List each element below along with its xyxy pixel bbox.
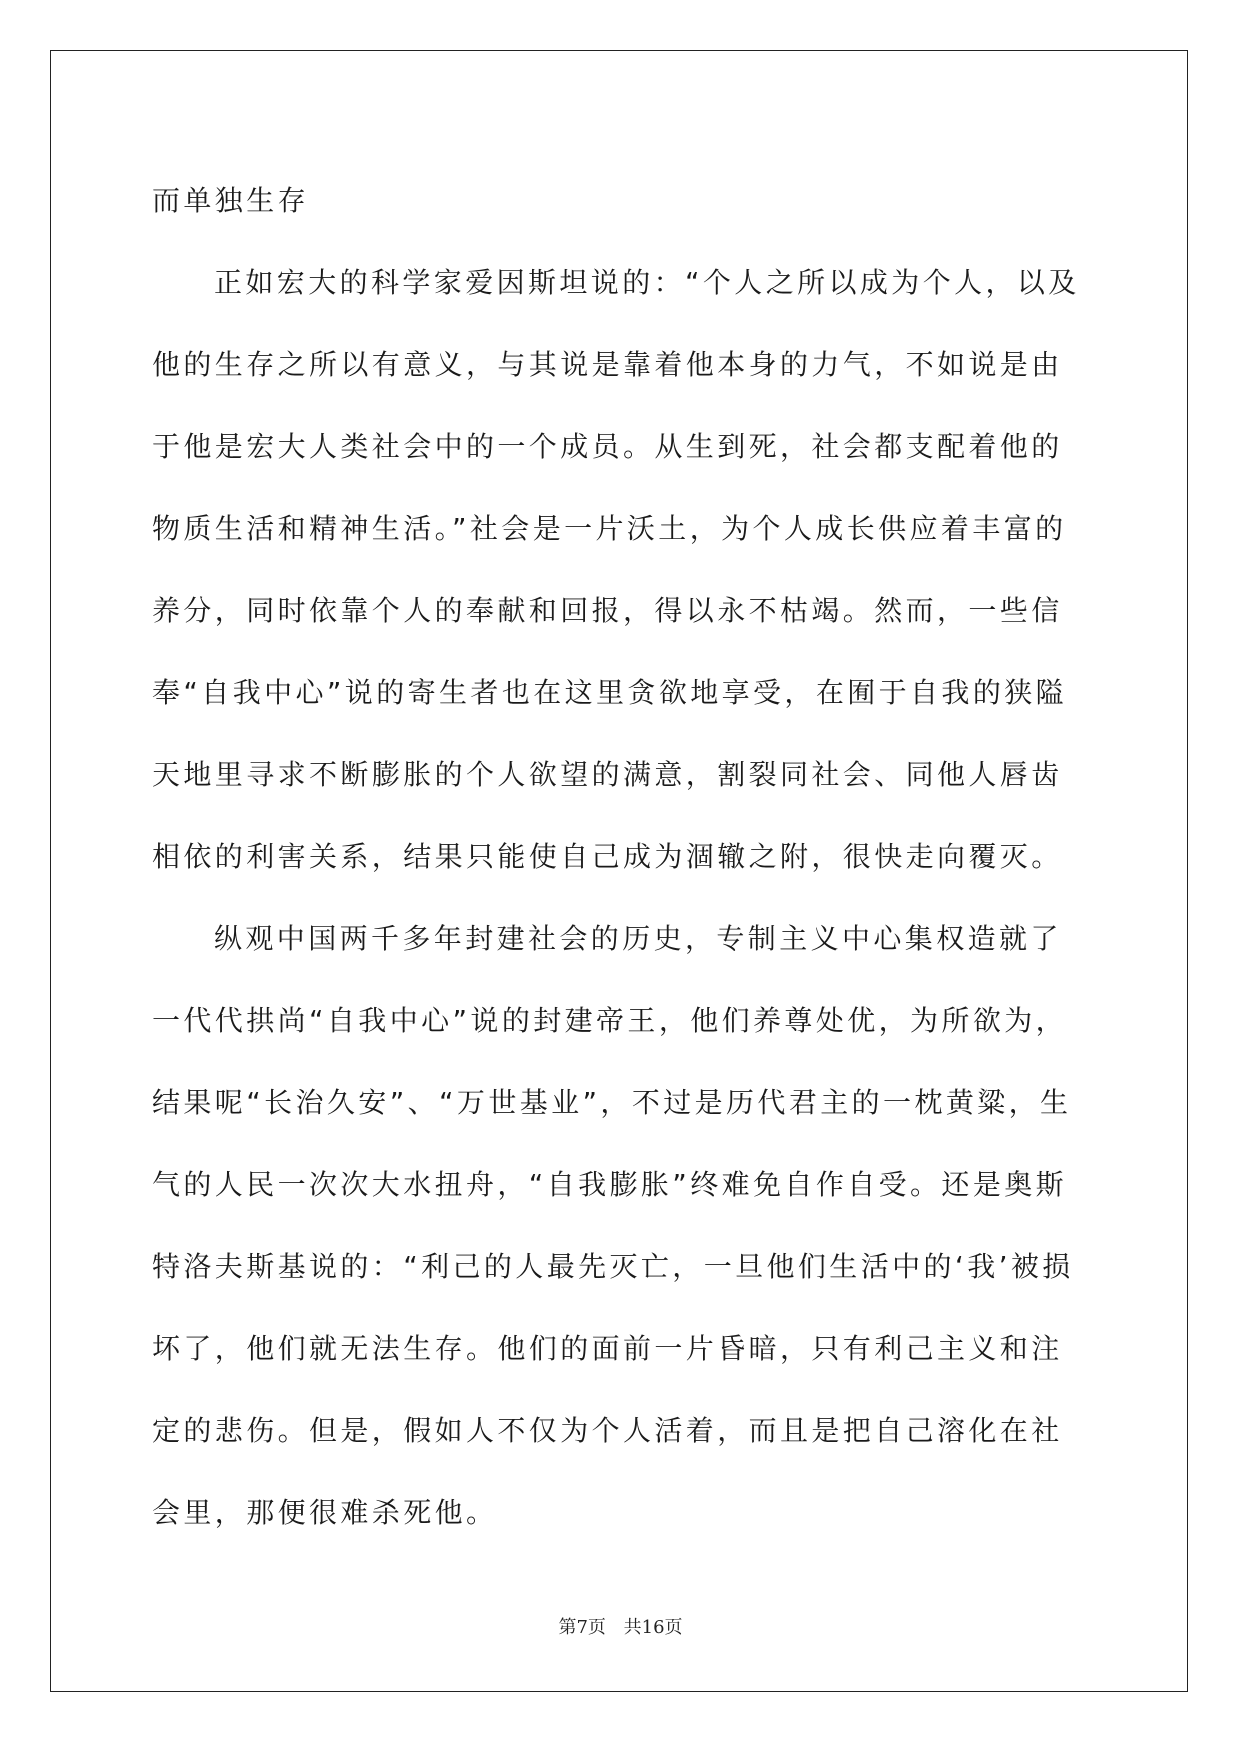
paragraph: 纵观中国两千多年封建社会的历史，专制主义中心集权造就了一代代拱尚“自我中心”说的封建帝王，他们养尊处优，为所欲为，结果呢“长治久安”、“万世基业”，不过是历代君主的一枕黄粱，生气的人民一次次大水扭舟，“自我膨胀”终难免自作自受。还是奥斯特洛夫斯基说的：“利己的人最先灭亡，一旦他们生活中的‘我’被损坏了，他们就无法生存。他们的面前一片昏暗，只有利己主义和注定的悲伤。但是，假如人不仅为个人活着，而且是把自己溶化在社会里，那便很难杀死他。: [152, 922, 1074, 1529]
document-body: [152, 160, 1092, 1554]
page-total: 共16页: [623, 1617, 683, 1638]
continuation-text: 而单独生存: [152, 184, 310, 217]
page-footer: [0, 1613, 1241, 1639]
page-number: 第7页: [558, 1617, 606, 1638]
paragraph: 正如宏大的科学家爱因斯坦说的：“个人之所以成为个人，以及他的生存之所以有意义，与其说是靠着他本身的力气，不如说是由于他是宏大人类社会中的一个成员。从生到死，社会都支配着他的物质生活和精神生活。”社会是一片沃土，为个人成长供应着丰富的养分，同时依靠个人的奉献和回报，得以永不枯竭。然而，一些信奉“自我中心”说的寄生者也在这里贪欲地享受，在囿于自我的狭隘天地里寻求不断膨胀的个人欲望的满意，割裂同社会、同他人唇齿相依的利害关系，结果只能使自己成为涸辙之附，很快走向覆灭。: [152, 266, 1080, 873]
